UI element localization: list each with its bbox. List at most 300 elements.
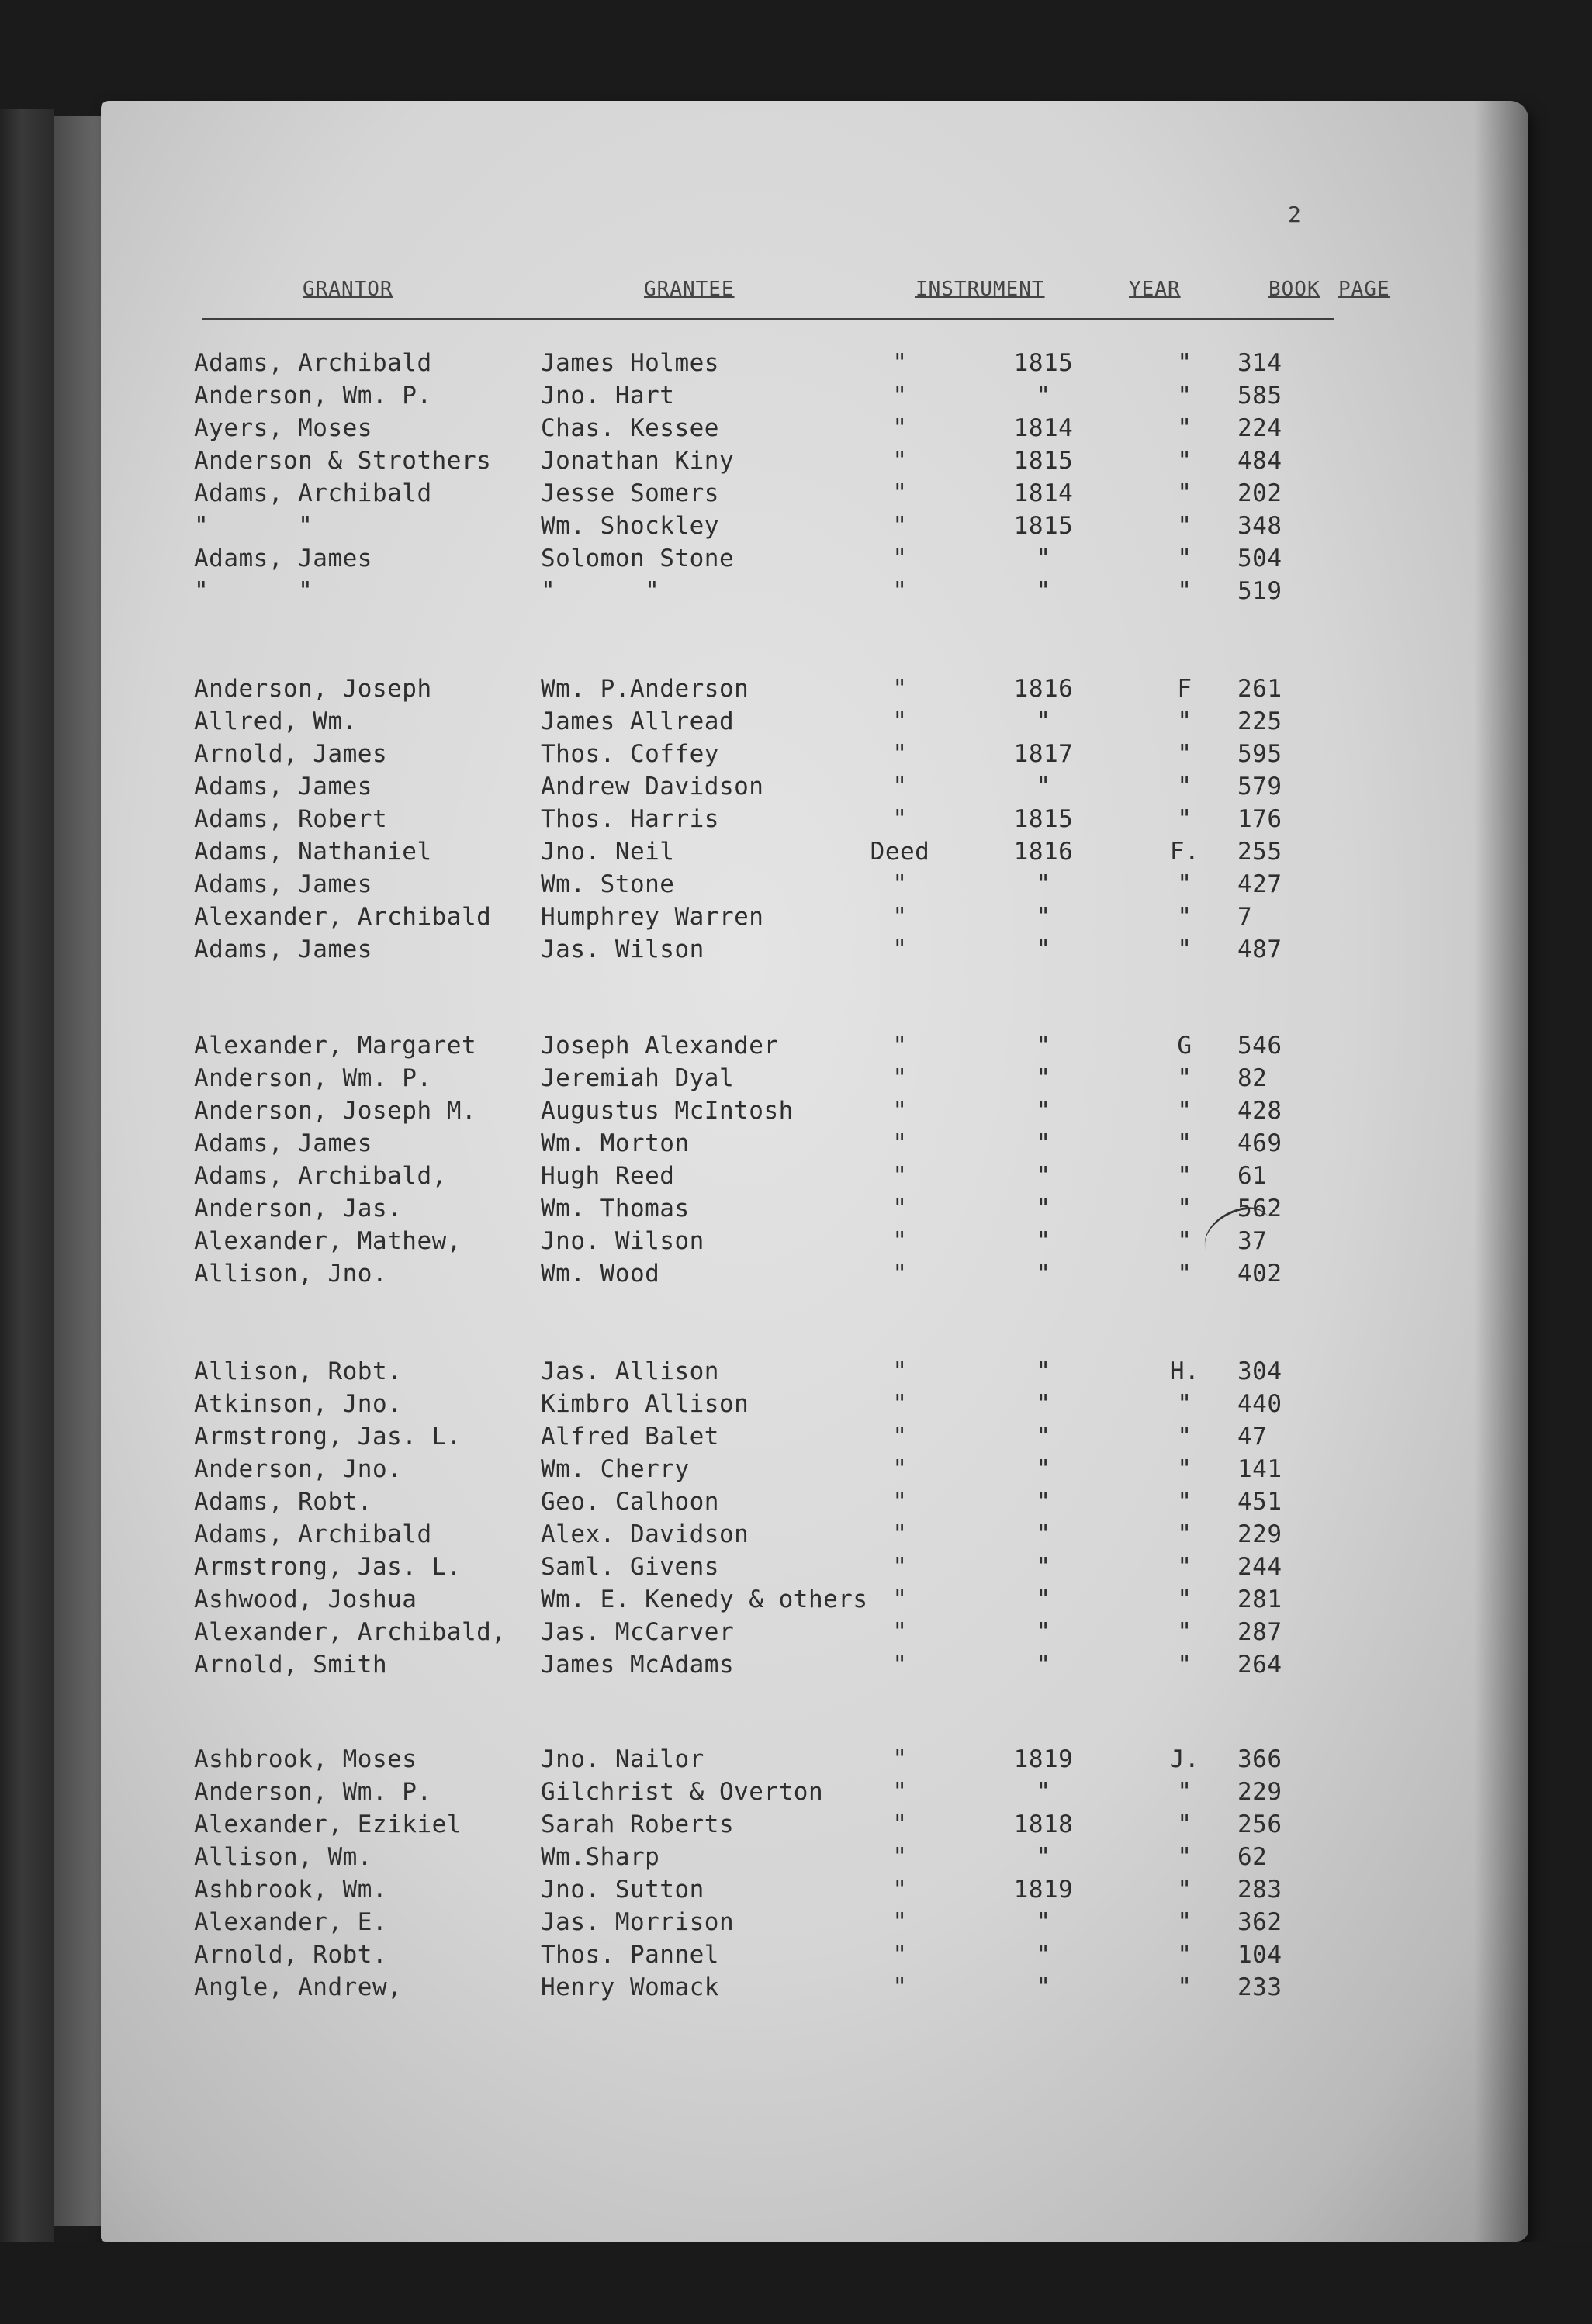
instrument-cell: " bbox=[892, 1973, 908, 2001]
instrument-cell: " bbox=[892, 1032, 908, 1060]
book-cell: " bbox=[1177, 545, 1192, 572]
instrument-cell: " bbox=[892, 1651, 908, 1679]
page-cell: 348 bbox=[1237, 512, 1282, 540]
book-cell: " bbox=[1177, 1778, 1192, 1806]
grantor-cell: Alexander, Archibald, bbox=[194, 1618, 507, 1646]
year-cell: " bbox=[1036, 1195, 1051, 1223]
instrument-cell: " bbox=[892, 1941, 908, 1969]
header-grantee: GRANTEE bbox=[644, 278, 735, 301]
table-row bbox=[101, 1488, 1342, 1519]
grantee-cell: Hugh Reed bbox=[541, 1162, 675, 1190]
grantee-cell: Saml. Givens bbox=[541, 1553, 719, 1581]
page-cell: 504 bbox=[1237, 545, 1282, 572]
page-cell: 255 bbox=[1237, 838, 1282, 866]
book-cell: " bbox=[1177, 1586, 1192, 1613]
grantee-cell: Wm.Sharp bbox=[541, 1843, 660, 1871]
grantor-cell: Adams, James bbox=[194, 545, 372, 572]
book-cell: " bbox=[1177, 1162, 1192, 1190]
year-cell: " bbox=[1036, 1390, 1051, 1418]
year-cell: " bbox=[1036, 935, 1051, 963]
page-number: 2 bbox=[1288, 202, 1301, 227]
grantor-cell: " " bbox=[194, 577, 313, 605]
year-cell: " bbox=[1036, 1455, 1051, 1483]
page-cell: 61 bbox=[1237, 1162, 1268, 1190]
year-cell: " bbox=[1036, 1260, 1051, 1288]
instrument-cell: " bbox=[892, 1455, 908, 1483]
grantee-cell: " " bbox=[541, 577, 660, 605]
page-cell: 233 bbox=[1237, 1973, 1282, 2001]
instrument-cell: " bbox=[892, 1064, 908, 1092]
year-cell: 1817 bbox=[1013, 740, 1074, 768]
grantor-cell: Angle, Andrew, bbox=[194, 1973, 403, 2001]
grantor-cell: Adams, Archibald bbox=[194, 1520, 432, 1548]
grantee-cell: James Allread bbox=[541, 707, 735, 735]
grantee-cell: Jno. Hart bbox=[541, 382, 675, 410]
grantor-cell: Adams, Archibald, bbox=[194, 1162, 447, 1190]
table-row bbox=[101, 1618, 1342, 1649]
book-cell: " bbox=[1177, 577, 1192, 605]
instrument-cell: " bbox=[892, 479, 908, 507]
grantee-cell: Gilchrist & Overton bbox=[541, 1778, 824, 1806]
grantor-cell: Anderson, Jno. bbox=[194, 1455, 403, 1483]
grantee-cell: Jas. Wilson bbox=[541, 935, 704, 963]
grantee-cell: Jno. Sutton bbox=[541, 1876, 704, 1904]
instrument-cell: " bbox=[892, 349, 908, 377]
table-row bbox=[101, 1064, 1342, 1095]
page-cell: 440 bbox=[1237, 1390, 1282, 1418]
page-cell: 579 bbox=[1237, 773, 1282, 801]
year-cell: " bbox=[1036, 1032, 1051, 1060]
book-cell: " bbox=[1177, 1876, 1192, 1904]
page-cell: 487 bbox=[1237, 935, 1282, 963]
year-cell: " bbox=[1036, 1651, 1051, 1679]
book-cell: " bbox=[1177, 1973, 1192, 2001]
table-row bbox=[101, 773, 1342, 804]
book-cell: " bbox=[1177, 805, 1192, 833]
book-cell: " bbox=[1177, 935, 1192, 963]
grantor-cell: Arnold, Robt. bbox=[194, 1941, 388, 1969]
page-cell: 595 bbox=[1237, 740, 1282, 768]
background-bottom bbox=[0, 2242, 1592, 2324]
year-cell: " bbox=[1036, 1423, 1051, 1451]
year-cell: " bbox=[1036, 577, 1051, 605]
document-page bbox=[101, 101, 1528, 2242]
book-cell: " bbox=[1177, 349, 1192, 377]
instrument-cell: " bbox=[892, 1357, 908, 1385]
year-cell: " bbox=[1036, 773, 1051, 801]
book-cell: " bbox=[1177, 447, 1192, 475]
grantee-cell: Wm. E. Kenedy & others bbox=[541, 1586, 868, 1613]
instrument-cell: " bbox=[892, 1553, 908, 1581]
table-row bbox=[101, 1162, 1342, 1193]
instrument-cell: " bbox=[892, 1810, 908, 1838]
grantee-cell: Sarah Roberts bbox=[541, 1810, 735, 1838]
grantee-cell: Wm. Cherry bbox=[541, 1455, 690, 1483]
page-cell: 469 bbox=[1237, 1129, 1282, 1157]
instrument-cell: " bbox=[892, 447, 908, 475]
table-row bbox=[101, 1973, 1342, 2004]
year-cell: " bbox=[1036, 1357, 1051, 1385]
instrument-cell: " bbox=[892, 1260, 908, 1288]
book-cell: H. bbox=[1169, 1357, 1200, 1385]
table-row bbox=[101, 1745, 1342, 1776]
year-cell: 1819 bbox=[1013, 1745, 1074, 1773]
year-cell: " bbox=[1036, 1586, 1051, 1613]
page-cell: 229 bbox=[1237, 1778, 1282, 1806]
grantor-cell: Allison, Wm. bbox=[194, 1843, 372, 1871]
year-cell: " bbox=[1036, 870, 1051, 898]
year-cell: 1816 bbox=[1013, 675, 1074, 703]
page-cell: 229 bbox=[1237, 1520, 1282, 1548]
grantor-cell: Adams, James bbox=[194, 773, 372, 801]
table-row bbox=[101, 447, 1342, 478]
instrument-cell: " bbox=[892, 1908, 908, 1936]
grantor-cell: Armstrong, Jas. L. bbox=[194, 1553, 462, 1581]
header-rule bbox=[202, 318, 1334, 320]
book-cell: " bbox=[1177, 1423, 1192, 1451]
instrument-cell: " bbox=[892, 707, 908, 735]
grantee-cell: Wm. P.Anderson bbox=[541, 675, 749, 703]
instrument-cell: " bbox=[892, 382, 908, 410]
page-cell: 362 bbox=[1237, 1908, 1282, 1936]
page-cell: 7 bbox=[1237, 903, 1253, 931]
grantor-cell: Arnold, James bbox=[194, 740, 388, 768]
instrument-cell: " bbox=[892, 1162, 908, 1190]
table-row bbox=[101, 1520, 1342, 1551]
table-row bbox=[101, 935, 1342, 967]
year-cell: " bbox=[1036, 1941, 1051, 1969]
year-cell: " bbox=[1036, 545, 1051, 572]
year-cell: " bbox=[1036, 1618, 1051, 1646]
page-cell: 47 bbox=[1237, 1423, 1268, 1451]
table-row bbox=[101, 1227, 1342, 1258]
page-cell: 427 bbox=[1237, 870, 1282, 898]
page-cell: 585 bbox=[1237, 382, 1282, 410]
book-cell: " bbox=[1177, 1129, 1192, 1157]
table-row bbox=[101, 1810, 1342, 1842]
page-cell: 224 bbox=[1237, 414, 1282, 442]
grantee-cell: Wm. Stone bbox=[541, 870, 675, 898]
table-row bbox=[101, 349, 1342, 380]
page-cell: 244 bbox=[1237, 1553, 1282, 1581]
header-instrument: INSTRUMENT bbox=[915, 278, 1045, 301]
grantee-cell: Augustus McIntosh bbox=[541, 1097, 794, 1125]
table-row bbox=[101, 1843, 1342, 1874]
year-cell: " bbox=[1036, 1129, 1051, 1157]
page-cell: 104 bbox=[1237, 1941, 1282, 1969]
table-row bbox=[101, 870, 1342, 901]
grantor-cell: Allison, Jno. bbox=[194, 1260, 388, 1288]
grantor-cell: Alexander, Mathew, bbox=[194, 1227, 462, 1255]
book-cell: " bbox=[1177, 740, 1192, 768]
table-row bbox=[101, 1032, 1342, 1063]
instrument-cell: " bbox=[892, 414, 908, 442]
instrument-cell: " bbox=[892, 1618, 908, 1646]
table-row bbox=[101, 479, 1342, 510]
page-edge-shadow bbox=[1474, 101, 1528, 2242]
book-cell: " bbox=[1177, 1618, 1192, 1646]
book-cell: " bbox=[1177, 1260, 1192, 1288]
binder-edge bbox=[54, 116, 101, 2226]
grantor-cell: Adams, James bbox=[194, 1129, 372, 1157]
page-cell: 451 bbox=[1237, 1488, 1282, 1516]
table-row bbox=[101, 512, 1342, 543]
grantor-cell: Alexander, E. bbox=[194, 1908, 388, 1936]
year-cell: 1814 bbox=[1013, 414, 1074, 442]
page-cell: 304 bbox=[1237, 1357, 1282, 1385]
instrument-cell: " bbox=[892, 1423, 908, 1451]
table-row bbox=[101, 675, 1342, 706]
grantee-cell: Jesse Somers bbox=[541, 479, 719, 507]
grantor-cell: Atkinson, Jno. bbox=[194, 1390, 403, 1418]
year-cell: " bbox=[1036, 382, 1051, 410]
instrument-cell: " bbox=[892, 903, 908, 931]
page-cell: 366 bbox=[1237, 1745, 1282, 1773]
table-row bbox=[101, 1553, 1342, 1584]
grantee-cell: Jno. Nailor bbox=[541, 1745, 704, 1773]
table-row bbox=[101, 1455, 1342, 1486]
grantor-cell: Arnold, Smith bbox=[194, 1651, 388, 1679]
year-cell: 1816 bbox=[1013, 838, 1074, 866]
grantor-cell: Adams, James bbox=[194, 935, 372, 963]
book-cell: F bbox=[1177, 675, 1192, 703]
instrument-cell: " bbox=[892, 740, 908, 768]
grantor-cell: Anderson, Wm. P. bbox=[194, 382, 432, 410]
grantor-cell: Anderson, Wm. P. bbox=[194, 1778, 432, 1806]
page-cell: 283 bbox=[1237, 1876, 1282, 1904]
instrument-cell: " bbox=[892, 1586, 908, 1613]
table-row bbox=[101, 1423, 1342, 1454]
year-cell: 1819 bbox=[1013, 1876, 1074, 1904]
grantee-cell: Wm. Morton bbox=[541, 1129, 690, 1157]
year-cell: " bbox=[1036, 1843, 1051, 1871]
grantor-cell: Adams, James bbox=[194, 870, 372, 898]
page-cell: 281 bbox=[1237, 1586, 1282, 1613]
year-cell: " bbox=[1036, 903, 1051, 931]
book-cell: F. bbox=[1169, 838, 1200, 866]
book-cell: " bbox=[1177, 1553, 1192, 1581]
book-cell: " bbox=[1177, 773, 1192, 801]
book-cell: " bbox=[1177, 1908, 1192, 1936]
grantor-cell: Adams, Robt. bbox=[194, 1488, 372, 1516]
book-cell: " bbox=[1177, 1390, 1192, 1418]
year-cell: " bbox=[1036, 1908, 1051, 1936]
grantor-cell: Anderson, Jas. bbox=[194, 1195, 403, 1223]
page-cell: 562 bbox=[1237, 1195, 1282, 1223]
table-header bbox=[202, 278, 1390, 313]
table-row bbox=[101, 1651, 1342, 1682]
grantor-cell: Alexander, Ezikiel bbox=[194, 1810, 462, 1838]
table-row bbox=[101, 382, 1342, 413]
table-row bbox=[101, 1195, 1342, 1226]
grantor-cell: Anderson, Wm. P. bbox=[194, 1064, 432, 1092]
instrument-cell: " bbox=[892, 935, 908, 963]
header-year: YEAR bbox=[1129, 278, 1181, 301]
instrument-cell: " bbox=[892, 545, 908, 572]
year-cell: " bbox=[1036, 1488, 1051, 1516]
year-cell: " bbox=[1036, 1973, 1051, 2001]
book-cell: " bbox=[1177, 1941, 1192, 1969]
grantee-cell: Chas. Kessee bbox=[541, 414, 719, 442]
table-row bbox=[101, 1908, 1342, 1939]
year-cell: " bbox=[1036, 1064, 1051, 1092]
grantee-cell: Andrew Davidson bbox=[541, 773, 764, 801]
year-cell: " bbox=[1036, 1097, 1051, 1125]
grantee-cell: Jas. McCarver bbox=[541, 1618, 735, 1646]
year-cell: " bbox=[1036, 1162, 1051, 1190]
grantor-cell: Allred, Wm. bbox=[194, 707, 358, 735]
book-cell: " bbox=[1177, 1488, 1192, 1516]
book-cell: " bbox=[1177, 870, 1192, 898]
page-cell: 519 bbox=[1237, 577, 1282, 605]
page-cell: 287 bbox=[1237, 1618, 1282, 1646]
grantee-cell: Geo. Calhoon bbox=[541, 1488, 719, 1516]
page-cell: 82 bbox=[1237, 1064, 1268, 1092]
instrument-cell: " bbox=[892, 1227, 908, 1255]
grantor-cell: Armstrong, Jas. L. bbox=[194, 1423, 462, 1451]
instrument-cell: " bbox=[892, 773, 908, 801]
instrument-cell: " bbox=[892, 675, 908, 703]
grantor-cell: Alexander, Margaret bbox=[194, 1032, 477, 1060]
page-cell: 402 bbox=[1237, 1260, 1282, 1288]
year-cell: 1814 bbox=[1013, 479, 1074, 507]
page-cell: 261 bbox=[1237, 675, 1282, 703]
page-cell: 225 bbox=[1237, 707, 1282, 735]
page-cell: 37 bbox=[1237, 1227, 1268, 1255]
instrument-cell: " bbox=[892, 1876, 908, 1904]
grantee-cell: Jno. Wilson bbox=[541, 1227, 704, 1255]
grantor-cell: Ashwood, Joshua bbox=[194, 1586, 417, 1613]
table-row bbox=[101, 838, 1342, 869]
grantor-cell: Anderson, Joseph M. bbox=[194, 1097, 477, 1125]
grantee-cell: Jeremiah Dyal bbox=[541, 1064, 735, 1092]
book-cell: " bbox=[1177, 414, 1192, 442]
table-row bbox=[101, 1097, 1342, 1128]
page-cell: 484 bbox=[1237, 447, 1282, 475]
page-cell: 264 bbox=[1237, 1651, 1282, 1679]
grantee-cell: Thos. Harris bbox=[541, 805, 719, 833]
table-row bbox=[101, 414, 1342, 445]
page-cell: 546 bbox=[1237, 1032, 1282, 1060]
instrument-cell: " bbox=[892, 1097, 908, 1125]
table-row bbox=[101, 545, 1342, 576]
year-cell: 1815 bbox=[1013, 349, 1074, 377]
grantee-cell: Thos. Coffey bbox=[541, 740, 719, 768]
grantee-cell: Thos. Pannel bbox=[541, 1941, 719, 1969]
table-row bbox=[101, 1876, 1342, 1907]
grantor-cell: Ashbrook, Moses bbox=[194, 1745, 417, 1773]
grantor-cell: Adams, Archibald bbox=[194, 349, 432, 377]
grantor-cell: " " bbox=[194, 512, 313, 540]
grantee-cell: Humphrey Warren bbox=[541, 903, 764, 931]
grantee-cell: James Holmes bbox=[541, 349, 719, 377]
year-cell: 1815 bbox=[1013, 447, 1074, 475]
year-cell: " bbox=[1036, 1520, 1051, 1548]
instrument-cell: " bbox=[892, 1488, 908, 1516]
grantee-cell: Jas. Morrison bbox=[541, 1908, 735, 1936]
instrument-cell: " bbox=[892, 1778, 908, 1806]
year-cell: " bbox=[1036, 1778, 1051, 1806]
grantor-cell: Alexander, Archibald bbox=[194, 903, 492, 931]
table-row bbox=[101, 1941, 1342, 1972]
grantee-cell: Wm. Wood bbox=[541, 1260, 660, 1288]
book-cell: " bbox=[1177, 479, 1192, 507]
instrument-cell: " bbox=[892, 1129, 908, 1157]
instrument-cell: Deed bbox=[870, 838, 930, 866]
table-row bbox=[101, 805, 1342, 836]
page-cell: 428 bbox=[1237, 1097, 1282, 1125]
instrument-cell: " bbox=[892, 1520, 908, 1548]
grantee-cell: Henry Womack bbox=[541, 1973, 719, 2001]
book-cell: " bbox=[1177, 1097, 1192, 1125]
page-cell: 141 bbox=[1237, 1455, 1282, 1483]
book-cell: " bbox=[1177, 1455, 1192, 1483]
year-cell: 1815 bbox=[1013, 805, 1074, 833]
book-cell: " bbox=[1177, 1810, 1192, 1838]
book-cell: " bbox=[1177, 1651, 1192, 1679]
year-cell: " bbox=[1036, 1553, 1051, 1581]
header-page: PAGE bbox=[1338, 278, 1390, 301]
grantee-cell: Jno. Neil bbox=[541, 838, 675, 866]
table-row bbox=[101, 1357, 1342, 1389]
table-row bbox=[101, 577, 1342, 608]
grantor-cell: Anderson, Joseph bbox=[194, 675, 432, 703]
grantee-cell: James McAdams bbox=[541, 1651, 735, 1679]
table-row bbox=[101, 1586, 1342, 1617]
book-cell: " bbox=[1177, 382, 1192, 410]
instrument-cell: " bbox=[892, 512, 908, 540]
header-grantor: GRANTOR bbox=[303, 278, 393, 301]
grantor-cell: Adams, Nathaniel bbox=[194, 838, 432, 866]
page-cell: 314 bbox=[1237, 349, 1282, 377]
instrument-cell: " bbox=[892, 1843, 908, 1871]
grantee-cell: Joseph Alexander bbox=[541, 1032, 779, 1060]
grantee-cell: Jas. Allison bbox=[541, 1357, 719, 1385]
instrument-cell: " bbox=[892, 805, 908, 833]
grantee-cell: Solomon Stone bbox=[541, 545, 735, 572]
grantee-cell: Wm. Shockley bbox=[541, 512, 719, 540]
instrument-cell: " bbox=[892, 1390, 908, 1418]
book-cell: " bbox=[1177, 1195, 1192, 1223]
page-cell: 256 bbox=[1237, 1810, 1282, 1838]
page-cell: 62 bbox=[1237, 1843, 1268, 1871]
grantee-cell: Kimbro Allison bbox=[541, 1390, 749, 1418]
grantee-cell: Alex. Davidson bbox=[541, 1520, 749, 1548]
year-cell: " bbox=[1036, 707, 1051, 735]
grantee-cell: Alfred Balet bbox=[541, 1423, 719, 1451]
year-cell: " bbox=[1036, 1227, 1051, 1255]
table-row bbox=[101, 1390, 1342, 1421]
table-row bbox=[101, 903, 1342, 934]
instrument-cell: " bbox=[892, 870, 908, 898]
page-cell: 176 bbox=[1237, 805, 1282, 833]
year-cell: 1818 bbox=[1013, 1810, 1074, 1838]
grantee-cell: Jonathan Kiny bbox=[541, 447, 735, 475]
header-book: BOOK bbox=[1268, 278, 1320, 301]
grantor-cell: Ashbrook, Wm. bbox=[194, 1876, 388, 1904]
grantor-cell: Anderson & Strothers bbox=[194, 447, 492, 475]
grantor-cell: Ayers, Moses bbox=[194, 414, 372, 442]
year-cell: 1815 bbox=[1013, 512, 1074, 540]
book-cell: " bbox=[1177, 903, 1192, 931]
binder-spine bbox=[0, 109, 54, 2250]
book-cell: " bbox=[1177, 1227, 1192, 1255]
page-cell: 202 bbox=[1237, 479, 1282, 507]
book-cell: " bbox=[1177, 1843, 1192, 1871]
table-row bbox=[101, 1778, 1342, 1809]
table-row bbox=[101, 1260, 1342, 1291]
instrument-cell: " bbox=[892, 577, 908, 605]
